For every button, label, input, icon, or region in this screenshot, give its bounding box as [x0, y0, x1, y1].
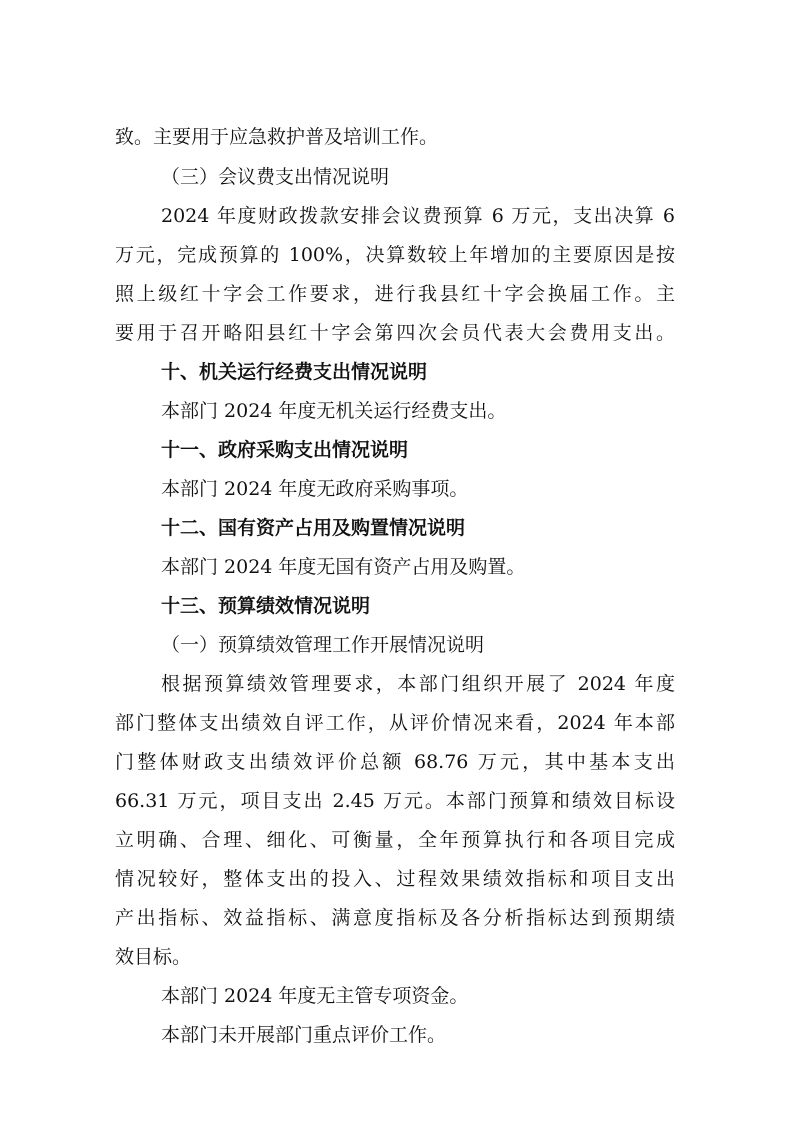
paragraph-line: 立明确、合理、细化、可衡量，全年预算执行和各项目完成 — [115, 829, 675, 851]
paragraph-line: 要用于召开略阳县红十字会第四次会员代表大会费用支出。 — [115, 322, 675, 344]
paragraph-line: 本部门 2024 年度无国有资产占用及购置。 — [161, 556, 526, 578]
section-heading-12: 十二、国有资产占用及购置情况说明 — [161, 517, 466, 539]
paragraph-line: 部门整体支出绩效自评工作，从评价情况来看，2024 年本部 — [115, 712, 675, 734]
paragraph-line: 本部门 2024 年度无机关运行经费支出。 — [161, 400, 507, 422]
section-heading-11: 十一、政府采购支出情况说明 — [161, 439, 409, 461]
paragraph-line: 门整体财政支出绩效评价总额 68.76 万元，其中基本支出 — [115, 751, 675, 773]
paragraph-line: 效目标。 — [115, 946, 192, 968]
paragraph-line: 本部门 2024 年度无主管专项资金。 — [161, 985, 469, 1007]
paragraph-line: 产出指标、效益指标、满意度指标及各分析指标达到预期绩 — [115, 907, 675, 929]
subsection-heading-meeting-fees: （三）会议费支出情况说明 — [161, 166, 390, 188]
paragraph-line: 本部门未开展部门重点评价工作。 — [161, 1024, 447, 1046]
paragraph-line: 万元，完成预算的 100%，决算数较上年增加的主要原因是按 — [115, 244, 675, 266]
paragraph-line: 照上级红十字会工作要求，进行我县红十字会换届工作。主 — [115, 283, 675, 305]
section-heading-10: 十、机关运行经费支出情况说明 — [161, 361, 428, 383]
paragraph-line: 2024 年度财政拨款安排会议费预算 6 万元，支出决算 6 — [161, 205, 675, 227]
paragraph-line: 66.31 万元，项目支出 2.45 万元。本部门预算和绩效目标设 — [115, 790, 675, 812]
paragraph-line: 致。主要用于应急救护普及培训工作。 — [115, 126, 439, 148]
subsection-heading-performance: （一）预算绩效管理工作开展情况说明 — [161, 634, 485, 656]
section-heading-13: 十三、预算绩效情况说明 — [161, 595, 371, 617]
paragraph-line: 情况较好，整体支出的投入、过程效果绩效指标和项目支出 — [115, 868, 675, 890]
paragraph-line: 本部门 2024 年度无政府采购事项。 — [161, 478, 469, 500]
paragraph-line: 根据预算绩效管理要求，本部门组织开展了 2024 年度 — [161, 673, 675, 695]
